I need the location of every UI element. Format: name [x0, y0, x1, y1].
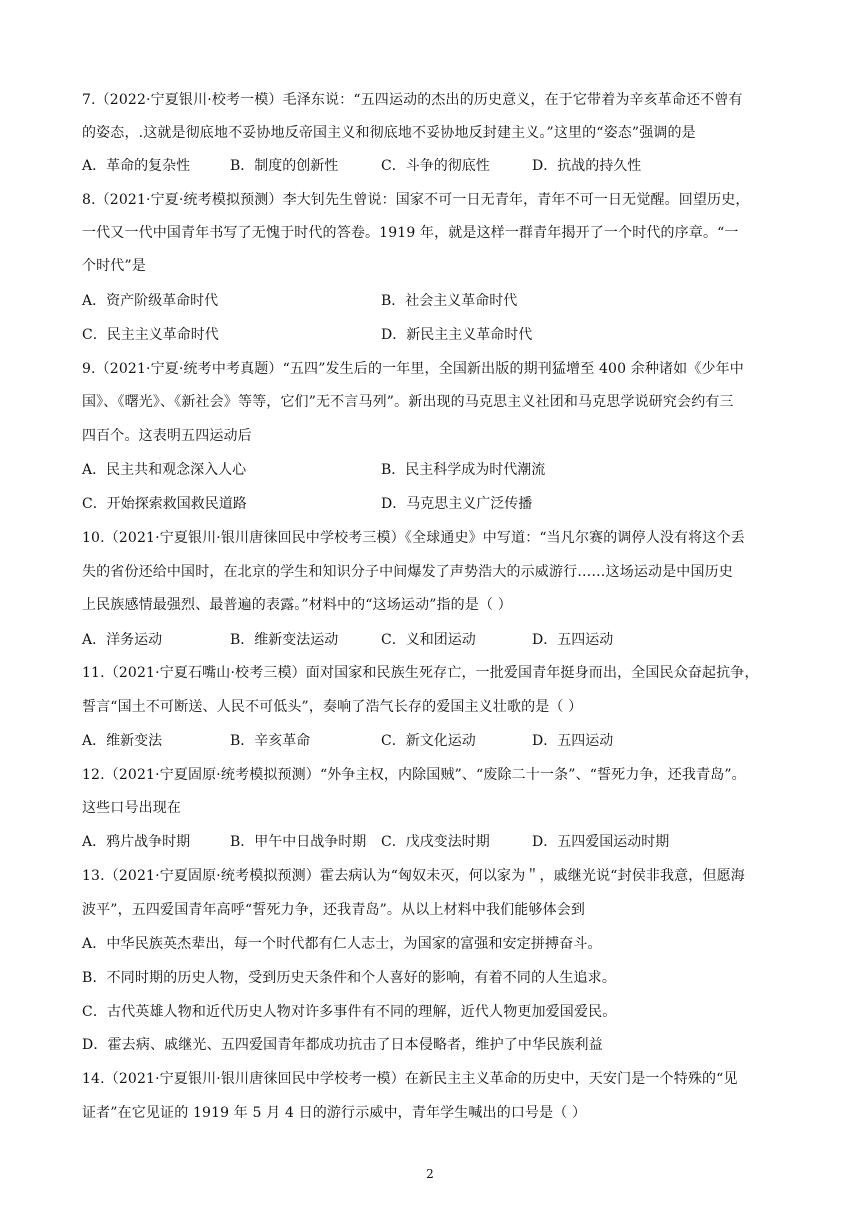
q9-stem-line-2: 国》、《曙光》、《新社会》等等，它们”无不言马列”。新出现的马克思主义社团和马克思学说研究会约有三	[82, 394, 734, 410]
q8-option-c[interactable]: C．民主主义革命时代	[82, 327, 219, 343]
q12-stem-line-1: 12.（2021·宁夏固原·统考模拟预测）“外争主权，内除国贼”、“废除二十一条”、“誓死力争，还我青岛”。	[82, 767, 746, 783]
q9-option-a[interactable]: A．民主共和观念深入人心	[82, 462, 247, 478]
q12-option-b[interactable]: B．甲午中日战争时期	[230, 834, 367, 850]
q7-stem-line-2: 的姿态，.这就是彻底地不妥协地反帝国主义和彻底地不妥协地反封建主义。”这里的“姿态”强调的是	[82, 125, 696, 141]
q9-option-b[interactable]: B．民主科学成为时代潮流	[381, 462, 546, 478]
q11-option-a[interactable]: A．维新变法	[82, 733, 163, 749]
q8-option-d[interactable]: D．新民主主义革命时代	[381, 327, 533, 343]
q13-option-d[interactable]: D．霍去病、戚继光、五四爱国青年都成功抗击了日本侵略者，维护了中华民族利益	[82, 1037, 603, 1053]
q10-option-b[interactable]: B．维新变法运动	[230, 632, 339, 648]
q9-stem-line-1: 9.（2021·宁夏·统考中考真题）“五四”发生后的一年里，全国新出版的期刊猛增至 400 余种诸如《少年中	[82, 361, 744, 377]
q13-option-a[interactable]: A．中华民族英杰辈出，每一个时代都有仁人志士，为国家的富强和安定拼搏奋斗。	[82, 936, 602, 952]
q8-stem-line-1: 8.（2021·宁夏·统考模拟预测）李大钊先生曾说：国家不可一日无青年，青年不可一日无觉醒。回望历史，	[82, 192, 750, 208]
q12-option-a[interactable]: A．鸦片战争时期	[82, 834, 191, 850]
q8-options-row-2	[82, 324, 782, 346]
q12-option-c[interactable]: C．戊戌变法时期	[381, 834, 490, 850]
q12-option-d[interactable]: D．五四爱国运动时期	[532, 834, 670, 850]
q10-option-c[interactable]: C．义和团运动	[381, 632, 476, 648]
q10-options	[82, 629, 782, 651]
q11-stem-line-2: 誓言“国土不可断送、人民不可低头”，奏响了浩气长存的爱国主义壮歌的是（ ）	[82, 699, 583, 715]
q13-stem-line-2: 波平”，五四爱国青年高呼“誓死力争，还我青岛”。从以上材料中我们能够体会到	[82, 902, 586, 918]
q9-options-row-1	[82, 459, 782, 481]
q8-option-a[interactable]: A．资产阶级革命时代	[82, 293, 219, 309]
q10-stem-line-1: 10.（2021·宁夏银川·银川唐徕回民中学校考三模）《全球通史》中写道：“当凡尔赛的调停人没有将这个丢	[82, 530, 745, 546]
q13-option-c[interactable]: C．古代英雄人物和近代历史人物对许多事件有不同的理解，近代人物更加爱国爱民。	[82, 1004, 617, 1020]
q11-option-b[interactable]: B．辛亥革命	[230, 733, 311, 749]
q7-options	[82, 155, 782, 177]
q8-stem-line-3: 个时代”是	[82, 258, 146, 274]
q11-option-d[interactable]: D．五四运动	[532, 733, 614, 749]
q7-option-a[interactable]: A．革命的复杂性	[82, 158, 191, 174]
q11-stem-line-1: 11.（2021·宁夏石嘴山·校考三模）面对国家和民族生死存亡，一批爱国青年挺身而出，全国民众奋起抗争，	[82, 665, 759, 681]
q9-options-row-2	[82, 493, 782, 515]
q10-option-d[interactable]: D．五四运动	[532, 632, 614, 648]
q12-options	[82, 831, 782, 853]
q8-stem-line-2: 一代又一代中国青年书写了无愧于时代的答卷。1919 年，就是这样一群青年揭开了一个时代的序章。“一	[82, 225, 739, 241]
q9-option-d[interactable]: D．马克思主义广泛传播	[381, 496, 533, 512]
q10-option-a[interactable]: A．洋务运动	[82, 632, 163, 648]
q7-option-d[interactable]: D．抗战的持久性	[532, 158, 642, 174]
q13-option-b[interactable]: B．不同时期的历史人物，受到历史天条件和个人喜好的影响，有着不同的人生追求。	[82, 970, 616, 986]
q7-option-b[interactable]: B．制度的创新性	[230, 158, 339, 174]
q7-option-c[interactable]: C．斗争的彻底性	[381, 158, 490, 174]
q11-option-c[interactable]: C．新文化运动	[381, 733, 476, 749]
q14-stem-line-1: 14.（2021·宁夏银川·银川唐徕回民中学校考一模）在新民主主义革命的历史中，天安门是一个特殊的“见	[82, 1071, 738, 1087]
q9-stem-line-3: 四百个。这表明五四运动后	[82, 428, 252, 444]
q8-option-b[interactable]: B．社会主义革命时代	[381, 293, 518, 309]
page-number: 2	[426, 1167, 434, 1181]
q10-stem-line-3: 上民族感情最强烈、最普遍的表露。”材料中的“这场运动”指的是（ ）	[82, 597, 512, 613]
q9-option-c[interactable]: C．开始探索救国救民道路	[82, 496, 247, 512]
q8-options-row-1	[82, 290, 782, 312]
q7-stem-line-1: 7.（2022·宁夏银川·校考一模）毛泽东说：“五四运动的杰出的历史意义，在于它带着为辛亥革命还不曾有	[82, 92, 743, 108]
q12-stem-line-2: 这些口号出现在	[82, 800, 182, 816]
q13-stem-line-1: 13.（2021·宁夏固原·统考模拟预测）霍去病认为“匈奴未灭，何以家为＂，戚继光说“封侯非我意，但愿海	[82, 868, 745, 884]
q10-stem-line-2: 失的省份还给中国时，在北京的学生和知识分子中间爆发了声势浩大的示威游行……这场运动是中国历史	[82, 564, 733, 580]
q14-stem-line-2: 证者”在它见证的 1919 年 5 月 4 日的游行示威中，青年学生喊出的口号是（ ）	[82, 1105, 587, 1121]
q11-options	[82, 730, 782, 752]
